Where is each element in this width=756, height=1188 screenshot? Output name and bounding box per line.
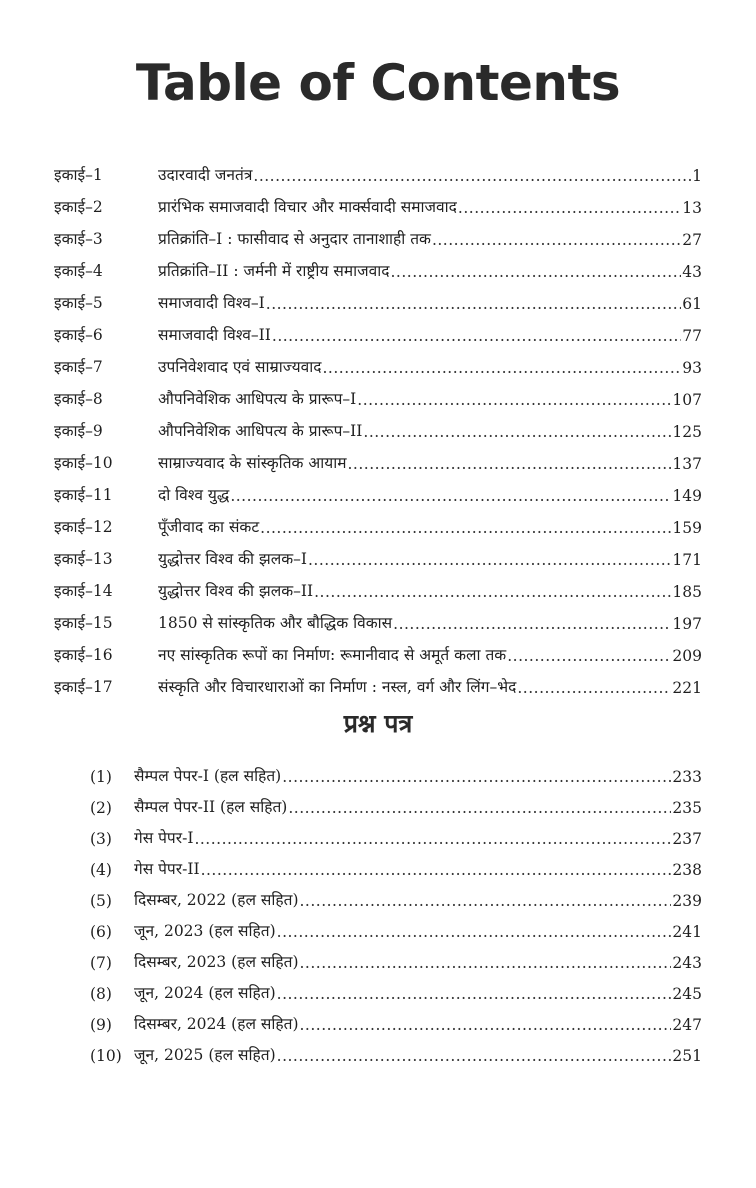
toc-entry-title: समाजवादी विश्व–I [158,294,265,312]
papers-section-title: प्रश्न पत्र [343,709,413,738]
paper-entry-page-number: 245 [672,985,702,1003]
toc-entry-number: इकाई–6 [54,326,103,344]
toc-entry-title: प्रारंभिक समाजवादी विचार और मार्क्सवादी समाजवाद [158,198,457,216]
paper-entry[interactable] [90,1034,702,1065]
toc-entry-page-number: 149 [672,487,702,505]
toc-entry-title: समाजवादी विश्व–II [158,326,271,344]
dot-leader [300,892,672,910]
paper-entry[interactable] [90,848,702,879]
paper-entry-number: (9) [90,1016,112,1034]
toc-entry[interactable] [54,505,702,537]
paper-entry-title: जून, 2024 (हल सहित) [134,984,276,1002]
paper-entry-title: दिसम्बर, 2024 (हल सहित) [134,1015,299,1033]
dot-leader [314,583,671,601]
toc-entry-title: नए सांस्कृतिक रूपों का निर्माण: रूमानीवाद से अमूर्त कला तक [158,646,507,664]
toc-entry-number: इकाई–10 [54,454,113,472]
paper-entry-number: (8) [90,985,112,1003]
dot-leader [277,923,672,941]
paper-entry-number: (7) [90,954,112,972]
dot-leader [458,199,681,217]
toc-entry-number: इकाई–3 [54,230,103,248]
paper-entry-number: (1) [90,768,112,786]
toc-entry-title: प्रतिक्रांति–II : जर्मनी में राष्ट्रीय समाजवाद [158,262,390,280]
toc-entry-page-number: 185 [672,583,702,601]
dot-leader [277,985,672,1003]
toc-entry[interactable] [54,153,702,185]
paper-entry[interactable] [90,941,702,972]
dot-leader [201,861,672,879]
toc-entry-title: औपनिवेशिक आधिपत्य के प्रारूप–II [158,422,363,440]
paper-entry-title: जून, 2023 (हल सहित) [134,922,276,940]
toc-entry[interactable] [54,473,702,505]
toc-entry-page-number: 137 [672,455,702,473]
paper-entry[interactable] [90,972,702,1003]
paper-entry-number: (5) [90,892,112,910]
dot-leader [347,455,671,473]
toc-entry-title: उदारवादी जनतंत्र [158,166,253,184]
toc-entry-number: इकाई–11 [54,486,113,504]
dot-leader [300,1016,672,1034]
dot-leader [282,768,671,786]
paper-entry-page-number: 239 [672,892,702,910]
dot-leader [308,551,671,569]
toc-entry[interactable] [54,409,702,441]
toc-entry-number: इकाई–4 [54,262,103,280]
toc-entry-number: इकाई–8 [54,390,103,408]
paper-entry[interactable] [90,910,702,941]
paper-entry-title: सैम्पल पेपर-II (हल सहित) [134,798,288,816]
toc-entry-title: औपनिवेशिक आधिपत्य के प्रारूप–I [158,390,357,408]
toc-entry-number: इकाई–9 [54,422,103,440]
paper-entry[interactable] [90,817,702,848]
toc-entry-page-number: 43 [682,263,702,281]
paper-entry-page-number: 237 [672,830,702,848]
toc-entry-title: युद्धोत्तर विश्व की झलक–II [158,582,314,600]
paper-entry-page-number: 235 [672,799,702,817]
toc-entry-number: इकाई–15 [54,614,113,632]
paper-entry-number: (10) [90,1047,122,1065]
paper-entry-title: सैम्पल पेपर-I (हल सहित) [134,767,282,785]
toc-entry-title: साम्राज्यवाद के सांस्कृतिक आयाम [158,454,347,472]
toc-entry-title: युद्धोत्तर विश्व की झलक–I [158,550,307,568]
paper-entry-number: (2) [90,799,112,817]
paper-entry[interactable] [90,1003,702,1034]
paper-entry-title: गेस पेपर-II [134,860,200,878]
toc-entry[interactable] [54,537,702,569]
toc-entry-page-number: 13 [682,199,702,217]
dot-leader [253,167,691,185]
toc-entry-title: प्रतिक्रांति–I : फासीवाद से अनुदार तानाशाही तक [158,230,431,248]
dot-leader [363,423,671,441]
paper-entry-page-number: 238 [672,861,702,879]
toc-entry-page-number: 171 [672,551,702,569]
dot-leader [272,327,681,345]
dot-leader [277,1047,672,1065]
dot-leader [393,615,671,633]
dot-leader [390,263,681,281]
toc-entry[interactable] [54,185,702,217]
dot-leader [288,799,671,817]
toc-entry-page-number: 221 [672,679,702,697]
toc-entry[interactable] [54,665,702,697]
toc-entry-number: इकाई–14 [54,582,113,600]
toc-entry[interactable] [54,217,702,249]
toc-entry-page-number: 125 [672,423,702,441]
dot-leader [322,359,681,377]
paper-entry-page-number: 243 [672,954,702,972]
paper-entry-number: (4) [90,861,112,879]
toc-entry-page-number: 209 [672,647,702,665]
paper-entry[interactable] [90,755,702,786]
toc-entry[interactable] [54,377,702,409]
toc-entry-title: उपनिवेशवाद एवं साम्राज्यवाद [158,358,322,376]
toc-entry-page-number: 107 [672,391,702,409]
paper-entry[interactable] [90,786,702,817]
paper-entry-page-number: 233 [672,768,702,786]
paper-entry-title: दिसम्बर, 2023 (हल सहित) [134,953,299,971]
toc-entry[interactable] [54,345,702,377]
paper-entry-page-number: 247 [672,1016,702,1034]
toc-entry-number: इकाई–1 [54,166,103,184]
toc-entry-page-number: 1 [692,167,702,185]
paper-entry-title: जून, 2025 (हल सहित) [134,1046,276,1064]
toc-entry[interactable] [54,313,702,345]
toc-entry-title: संस्कृति और विचारधाराओं का निर्माण : नस्ल, वर्ग और लिंग–भेद [158,678,517,696]
units-list [54,153,702,697]
paper-entry-page-number: 241 [672,923,702,941]
paper-entry-number: (3) [90,830,112,848]
paper-entry-title: गेस पेपर-I [134,829,194,847]
toc-entry-title: दो विश्व युद्ध [158,486,230,504]
page-title: Table of Contents [135,54,621,112]
papers-list [90,755,702,1065]
toc-entry-page-number: 93 [682,359,702,377]
toc-entry[interactable] [54,633,702,665]
toc-entry[interactable] [54,601,702,633]
toc-entry[interactable] [54,281,702,313]
toc-entry-number: इकाई–17 [54,678,113,696]
dot-leader [432,231,681,249]
dot-leader [266,295,681,313]
dot-leader [517,679,671,697]
toc-entry-number: इकाई–2 [54,198,103,216]
toc-entry-page-number: 27 [682,231,702,249]
paper-entry[interactable] [90,879,702,910]
toc-entry-title: 1850 से सांस्कृतिक और बौद्धिक विकास [158,614,393,632]
toc-entry[interactable] [54,249,702,281]
toc-entry-page-number: 159 [672,519,702,537]
toc-entry-page-number: 61 [682,295,702,313]
dot-leader [507,647,671,665]
dot-leader [357,391,671,409]
toc-entry-number: इकाई–5 [54,294,103,312]
paper-entry-page-number: 251 [672,1047,702,1065]
dot-leader [230,487,671,505]
toc-entry-title: पूँजीवाद का संकट [158,518,260,536]
paper-entry-number: (6) [90,923,112,941]
toc-entry-number: इकाई–13 [54,550,113,568]
toc-entry-page-number: 197 [672,615,702,633]
toc-entry-number: इकाई–16 [54,646,113,664]
toc-entry-page-number: 77 [682,327,702,345]
toc-entry[interactable] [54,569,702,601]
dot-leader [260,519,671,537]
toc-entry-number: इकाई–7 [54,358,103,376]
dot-leader [300,954,672,972]
dot-leader [194,830,671,848]
toc-entry[interactable] [54,441,702,473]
toc-entry-number: इकाई–12 [54,518,113,536]
paper-entry-title: दिसम्बर, 2022 (हल सहित) [134,891,299,909]
